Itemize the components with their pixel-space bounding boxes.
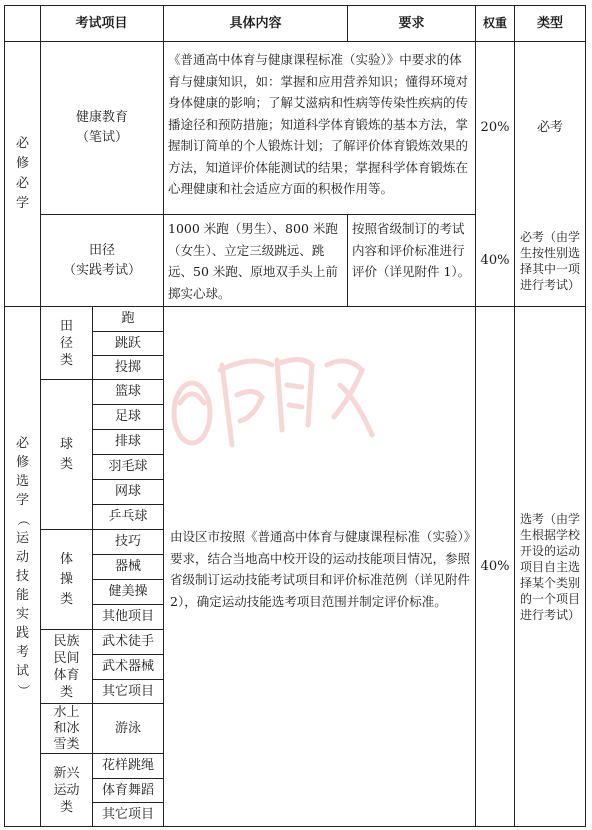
sport-item: 器械 — [114, 559, 141, 574]
sport-item: 游泳 — [114, 720, 141, 736]
track-requirement: 按照省级制订的考试内容和评价标准进行评价（详见附件 1）。 — [352, 221, 471, 279]
health-mode: （笔试） — [75, 130, 128, 145]
section2-label-char: 动 — [15, 549, 29, 565]
header-weight: 权重 — [482, 16, 507, 30]
group-folk — [41, 630, 92, 703]
section2-label-char: 实 — [15, 606, 29, 622]
track-type: 必考（由学生按性别选择其中一项进行考试） — [519, 229, 580, 292]
group-name-char: 操 — [59, 571, 73, 587]
sport-item: 健美操 — [108, 584, 148, 599]
section2-weight: 40% — [480, 558, 510, 574]
group-ball — [41, 380, 92, 529]
track-content: 1000 米跑（男生）、800 米跑（女生）、立定三级跳远、跳远、50 米跑、原地双手头上前掷实心球。 — [168, 221, 338, 301]
group-name-char: 类 — [59, 456, 73, 472]
section1-label-char: 学 — [15, 196, 29, 211]
exam-table — [4, 5, 586, 827]
group-gymnastics — [41, 530, 92, 629]
group-name-line: 体育 — [53, 667, 80, 683]
sport-item: 篮球 — [114, 384, 141, 399]
sport-item: 网球 — [114, 484, 141, 499]
section2-label-char: 运 — [15, 530, 29, 546]
sport-item: 武术器械 — [101, 659, 154, 674]
sport-item: 乒乓球 — [108, 509, 148, 524]
health-type: 必考 — [536, 120, 563, 135]
group-track-field — [41, 307, 92, 379]
group-name-char: 球 — [59, 436, 73, 452]
group-name-char: 体 — [59, 551, 73, 567]
sport-item: 足球 — [114, 409, 141, 424]
health-weight: 20% — [480, 120, 510, 135]
sport-item: 其它项目 — [101, 683, 154, 699]
group-name-line: 雪类 — [53, 736, 80, 752]
section2-content: 由设区市按照《普通高中体育与健康课程标准（实验）》要求，结合当地高中校开设的运动技能项目情况，参照省级制订运动技能考试项目和评价标准范例（详见附件 2），确定运动技能选考项目范围并制定评价标准。 — [170, 529, 471, 609]
sport-item: 花样跳绳 — [101, 758, 154, 773]
group-name-line: 类 — [59, 684, 73, 700]
track-item — [41, 215, 163, 306]
sport-item: 其它项目 — [101, 806, 154, 822]
header-requirement: 要求 — [398, 15, 425, 31]
header-content: 具体内容 — [229, 15, 282, 31]
sport-item: 羽毛球 — [108, 459, 148, 474]
section2-label-char: ） — [14, 683, 30, 697]
group-name-line: 新兴 — [53, 765, 80, 781]
section2-label-char: 能 — [15, 587, 29, 603]
section2-label-char: 考 — [15, 644, 29, 660]
sport-item: 武术徒手 — [101, 634, 154, 649]
group-water-ice — [41, 704, 92, 753]
sport-item: 排球 — [114, 434, 141, 449]
sport-item: 跑 — [121, 311, 135, 326]
group-name-char: 田 — [59, 318, 73, 334]
group-name-line: 和冰 — [53, 720, 80, 736]
group-name-line: 民族 — [53, 633, 80, 649]
health-content: 《普通高中体育与健康课程标准（实验）》中要求的体育与健康知识，如：掌握和应用营养知识；懂得环境对身体健康的影响；了解艾滋病和性病等传染性疾病的传播途径和预防措施；知道科学体育锻炼的基本方法，掌握制订简单的个人锻炼计划；了解评价体育锻炼效果的方法，知道评价体能测试的结果；掌握科学体育锻炼在心理健康和社会适应方面的积极作用等。 — [168, 52, 469, 196]
track-mode: （实践考试） — [62, 262, 141, 278]
section2-label-char: 选 — [15, 473, 29, 489]
group-name-char: 类 — [59, 591, 73, 607]
group-name-line: 民间 — [53, 650, 80, 666]
section2-label-char: 践 — [15, 625, 29, 641]
section2-label-char: （ — [14, 512, 30, 526]
group-emerging — [41, 754, 92, 826]
section2-label-char: 技 — [15, 568, 29, 584]
sport-item: 技巧 — [114, 534, 141, 549]
sport-item: 跳跃 — [114, 335, 141, 351]
group-name-line: 运动 — [53, 782, 80, 798]
section2-label-char: 必 — [15, 435, 29, 451]
section1-label-char: 必 — [15, 136, 29, 151]
health-item — [41, 42, 163, 214]
section2-label-char: 学 — [15, 492, 29, 508]
sport-item: 其他项目 — [101, 609, 154, 624]
health-name: 健康教育 — [75, 110, 128, 125]
sport-item: 体育舞蹈 — [101, 782, 154, 798]
track-name: 田径 — [88, 242, 115, 258]
section2-label-char: 修 — [15, 454, 29, 470]
section2-label — [5, 307, 40, 826]
group-name-line: 水上 — [53, 704, 80, 720]
header-item: 考试项目 — [75, 15, 128, 31]
track-weight: 40% — [480, 252, 510, 268]
section2-label-char: 试 — [15, 663, 29, 679]
group-name-char: 类 — [59, 352, 73, 368]
group-name-char: 径 — [59, 335, 73, 351]
section2-type: 选考（由学生根据学校开设的运动项目自主选择某个类别的一个项目进行考试） — [519, 511, 580, 622]
section1-label-char: 修 — [15, 156, 29, 171]
group-name-line: 类 — [59, 799, 73, 815]
sport-item: 投掷 — [114, 359, 141, 375]
section1-label-char: 必 — [15, 176, 29, 191]
header-type: 类型 — [536, 15, 563, 31]
section1-label — [5, 42, 40, 306]
